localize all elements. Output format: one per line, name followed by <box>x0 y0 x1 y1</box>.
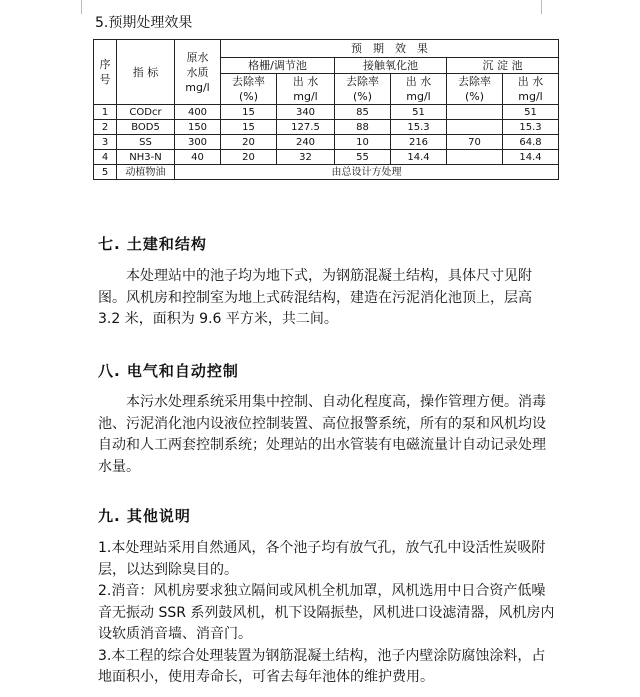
cell-raw: 300 <box>175 135 221 150</box>
header-group-sedimentation: 沉 淀 池 <box>447 58 559 74</box>
cell-sedimentation-rate <box>447 105 503 120</box>
header-expected-effect: 预 期 效 果 <box>221 40 559 58</box>
section-7-body <box>98 266 558 331</box>
cell-indicator: NH3-N <box>117 150 175 165</box>
section-8-body <box>98 392 558 478</box>
cell-screen-rate: 15 <box>221 120 277 135</box>
section-7-heading: 七. 土建和结构 <box>98 235 207 253</box>
cell-no: 1 <box>94 105 117 120</box>
cell-note: 由总设计方处理 <box>175 165 559 180</box>
cell-indicator: SS <box>117 135 175 150</box>
cell-oxidation-out: 14.4 <box>391 150 447 165</box>
header-indicator: 指 标 <box>117 40 175 105</box>
cell-oxidation-rate: 10 <box>335 135 391 150</box>
header-raw-water: 原水 水质 mg/l <box>175 40 221 105</box>
cell-sedimentation-out: 51 <box>503 105 559 120</box>
cell-raw: 400 <box>175 105 221 120</box>
section-9-heading: 九. 其他说明 <box>98 507 191 525</box>
page-margin-mark-left <box>81 0 82 14</box>
list-item: 1.本处理站采用自然通风，各个池子均有放气孔，放气孔中设活性炭吸附层，以达到除臭目的。 <box>98 540 546 578</box>
header-group-screen: 格栅/调节池 <box>221 58 335 74</box>
cell-no: 3 <box>94 135 117 150</box>
cell-oxidation-out: 15.3 <box>391 120 447 135</box>
header-out-3: 出 水 mg/l <box>503 74 559 105</box>
cell-sedimentation-rate: 70 <box>447 135 503 150</box>
cell-no: 5 <box>94 165 117 180</box>
header-group-contact-oxidation: 接触氧化池 <box>335 58 447 74</box>
cell-screen-out: 340 <box>277 105 335 120</box>
cell-screen-rate: 20 <box>221 150 277 165</box>
section-8-paragraph: 本污水处理系统采用集中控制、自动化程度高，操作管理方便。消毒池、污泥消化池内设液位控制装置、高位报警系统，所有的泵和风机均设自动和人工两套控制系统；处理站的出水管装有电磁流量计自动记录处理水量。 <box>98 394 546 475</box>
cell-oxidation-rate: 85 <box>335 105 391 120</box>
treatment-effect-table <box>93 39 559 180</box>
table-row <box>94 105 559 120</box>
table-row <box>94 120 559 135</box>
table-header-row-1 <box>94 40 559 58</box>
cell-indicator: BOD5 <box>117 120 175 135</box>
cell-sedimentation-out: 64.8 <box>503 135 559 150</box>
cell-screen-out: 32 <box>277 150 335 165</box>
list-item: 2.消音：风机房要求独立隔间或风机全机加罩，风机选用中日合资产低噪音无振动 SSR 系列鼓风机，机下设隔振垫，风机进口设滤清器，风机房内设软质消音墙、消音门。 <box>98 583 555 642</box>
cell-no: 2 <box>94 120 117 135</box>
header-rate-2: 去除率 (%) <box>335 74 391 105</box>
header-no: 序号 <box>94 40 117 105</box>
table-row <box>94 150 559 165</box>
section-5-title: 5.预期处理效果 <box>95 15 193 31</box>
list-item: 3.本工程的综合处理装置为钢筋混凝土结构，池子内壁涂防腐蚀涂料，占地面积小，使用寿命长，可省去每年池体的维护费用。 <box>98 647 546 685</box>
cell-sedimentation-rate <box>447 150 503 165</box>
table-row <box>94 135 559 150</box>
section-8-heading: 八. 电气和自动控制 <box>98 362 239 380</box>
cell-no: 4 <box>94 150 117 165</box>
cell-raw: 150 <box>175 120 221 135</box>
cell-screen-rate: 20 <box>221 135 277 150</box>
header-rate-3: 去除率 (%) <box>447 74 503 105</box>
cell-indicator: CODcr <box>117 105 175 120</box>
cell-screen-out: 127.5 <box>277 120 335 135</box>
cell-sedimentation-rate <box>447 120 503 135</box>
cell-oxidation-out: 51 <box>391 105 447 120</box>
cell-screen-rate: 15 <box>221 105 277 120</box>
header-rate-1: 去除率 (%) <box>221 74 277 105</box>
cell-oxidation-rate: 55 <box>335 150 391 165</box>
section-9-body <box>98 538 558 689</box>
section-7-paragraph: 本处理站中的池子均为地下式，为钢筋混凝土结构，具体尺寸见附图。风机房和控制室为地上式砖混结构，建造在污泥消化池顶上，层高 3.2 米，面积为 9.6 平方米，共二间。 <box>98 268 532 327</box>
cell-indicator: 动植物油 <box>117 165 175 180</box>
table-row <box>94 165 559 180</box>
cell-sedimentation-out: 15.3 <box>503 120 559 135</box>
cell-oxidation-out: 216 <box>391 135 447 150</box>
header-out-2: 出 水 mg/l <box>391 74 447 105</box>
header-out-1: 出 水 mg/l <box>277 74 335 105</box>
page-margin-mark-right <box>541 0 542 14</box>
cell-screen-out: 240 <box>277 135 335 150</box>
cell-raw: 40 <box>175 150 221 165</box>
cell-sedimentation-out: 14.4 <box>503 150 559 165</box>
cell-oxidation-rate: 88 <box>335 120 391 135</box>
